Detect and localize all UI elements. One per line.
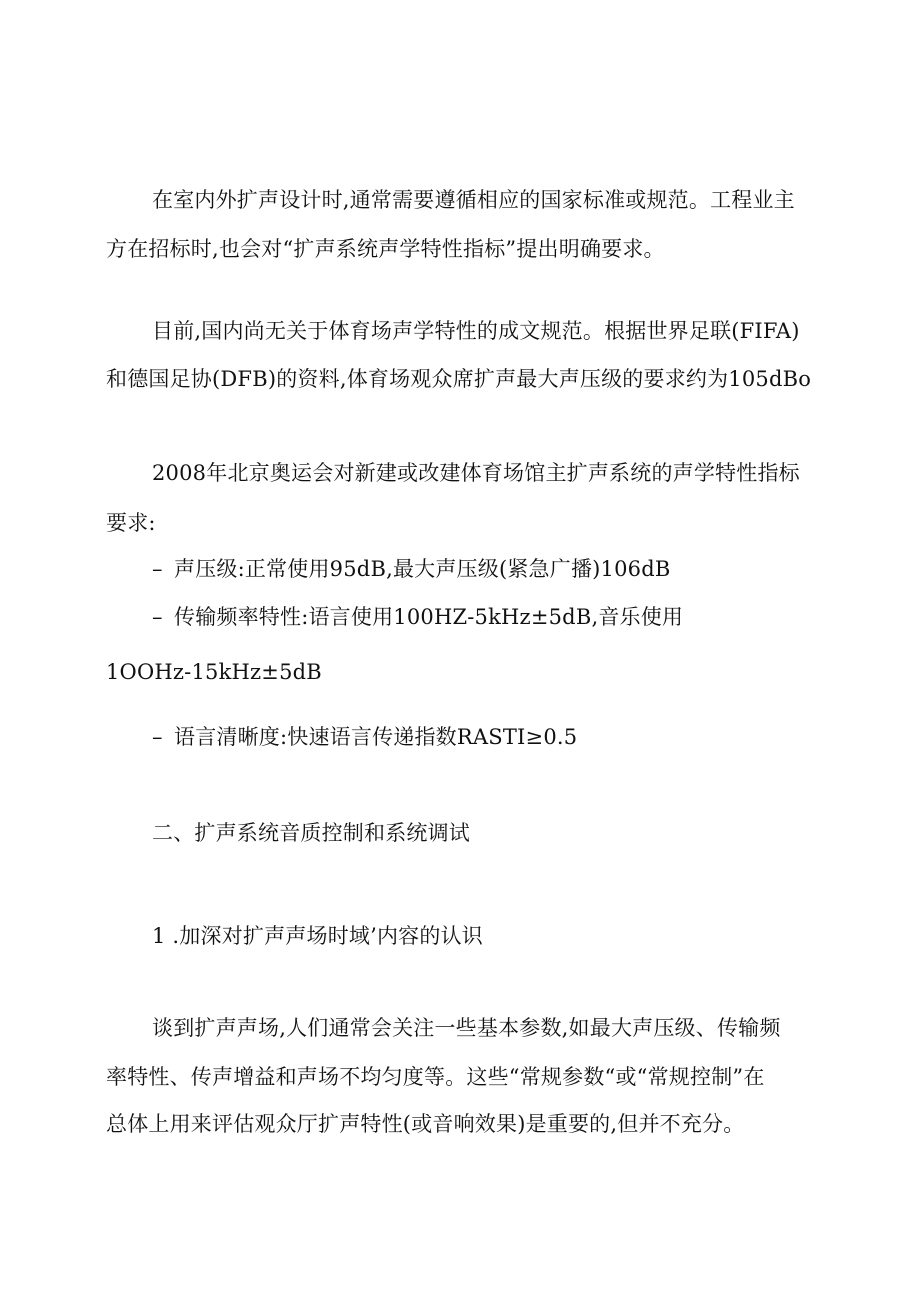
paragraph-4-line-1: 谈到扩声声场,人们通常会关注一些基本参数,如最大声压级、传输频 (152, 1016, 781, 1040)
list-item-text: 声压级:正常使用95dB,最大声压级(紧急广播)106dB (174, 557, 671, 581)
list-dash: – (152, 725, 163, 749)
paragraph-2-line-2: 和德国足协(DFB)的资料,体育场观众席扩声最大声压级的要求约为105dBo (106, 367, 812, 391)
paragraph-1-line-1: 在室内外扩声设计时,通常需要遵循相应的国家标准或规范。工程业主 (152, 188, 795, 212)
paragraph-3-line-1: 2008年北京奥运会对新建或改建体育场馆主扩声系统的声学特性指标 (152, 461, 800, 485)
list-item-sound-pressure (152, 555, 671, 583)
list-item-frequency-response-continued: 1OOHz-15kHz±5dB (106, 660, 322, 684)
list-item-text: 语言清晰度:快速语言传递指数RASTI≥0.5 (174, 725, 578, 749)
list-item-speech-intelligibility (152, 723, 577, 751)
paragraph-4-line-2: 率特性、传声增益和声场不均匀度等。这些“常规参数“或“常规控制”在 (106, 1065, 765, 1089)
paragraph-1-line-2: 方在招标时,也会对“扩声系统声学特性指标”提出明确要求。 (106, 237, 665, 261)
list-dash: – (152, 605, 163, 629)
paragraph-4-line-3: 总体上用来评估观众厅扩声特性(或音响效果)是重要的,但并不充分。 (106, 1112, 745, 1136)
paragraph-3-line-2: 要求: (106, 511, 156, 535)
section-heading: 二、扩声系统音质控制和系统调试 (152, 821, 470, 845)
list-dash: – (152, 557, 163, 581)
list-item-text: 传输频率特性:语言使用100HZ-5kHz±5dB,音乐使用 (174, 605, 684, 629)
list-item-frequency-response (152, 603, 683, 631)
subsection-heading: 1 .加深对扩声声场时域’内容的认识 (152, 924, 483, 948)
paragraph-2-line-1: 目前,国内尚无关于体育场声学特性的成文规范。根据世界足联(FIFA) (152, 319, 800, 343)
